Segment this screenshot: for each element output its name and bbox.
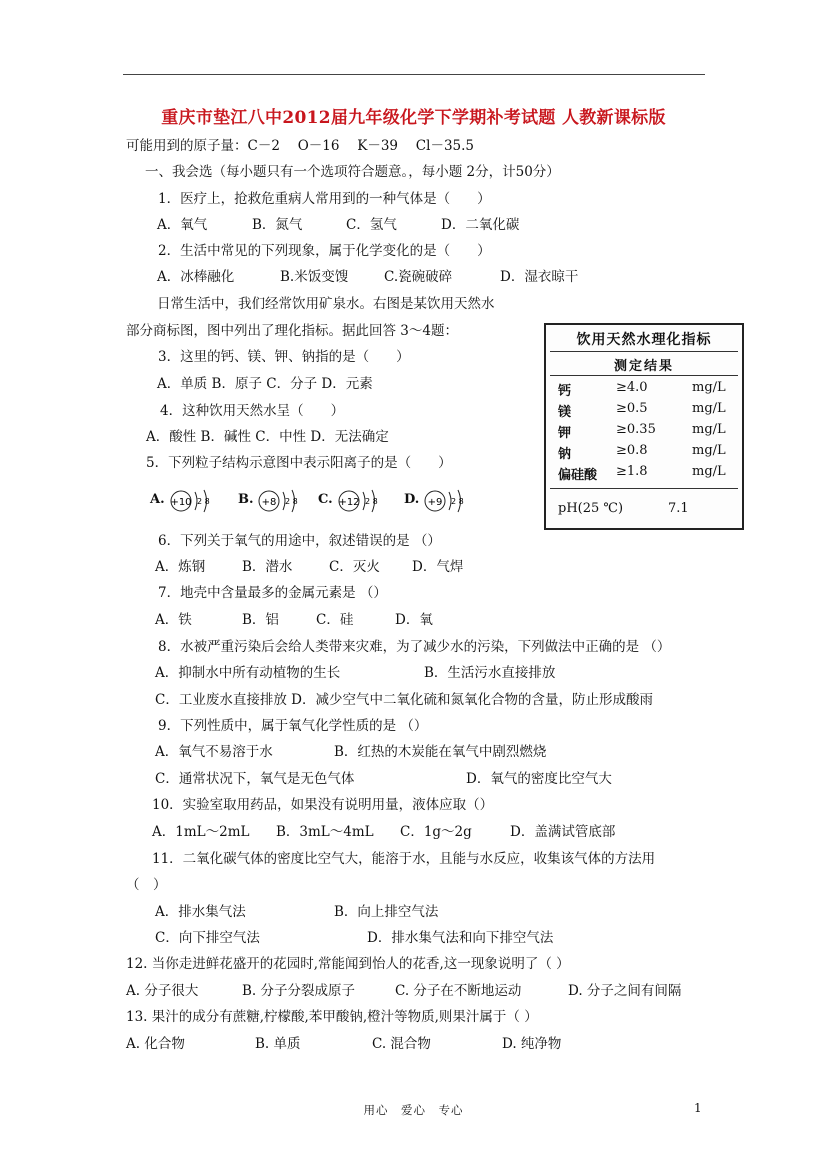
q11-option-d: D．排水集气法和向下排空气法	[367, 930, 554, 946]
q13-option-c: C. 混合物	[372, 1036, 431, 1052]
q6-option-b: B．潜水	[242, 559, 293, 575]
q10-option-a: A．1mL～2mL	[152, 824, 250, 840]
q11-option-b: B．向上排空气法	[334, 904, 439, 920]
passage-line-2: 部分商标图，图中列出了理化指标。据此回答 3～4题：	[126, 323, 458, 339]
q8-option-a: A．抑制水中所有动植物的生长	[155, 665, 341, 681]
table-cell-name: 偏硅酸	[558, 468, 598, 483]
atom-label: A.	[150, 492, 165, 507]
atomic-masses: 可能用到的原子量：C－2 O－16 K－39 Cl－35.5	[126, 138, 475, 154]
q11-paren: （ ）	[126, 877, 167, 893]
q12-stem: 12. 当你走进鲜花盛开的花园时,常能闻到怡人的花香,这一现象说明了（ ）	[126, 956, 570, 972]
table-heading: 饮用天然水理化指标	[576, 332, 712, 348]
q9-stem: 9．下列性质中，属于氧气化学性质的是 （）	[158, 718, 428, 734]
q7-option-d: D．氧	[395, 612, 433, 628]
table-cell-unit: mg/L	[692, 401, 726, 416]
header-rule	[123, 74, 705, 75]
q1-option-b: B．氮气	[252, 217, 303, 233]
atom-label: D.	[404, 492, 420, 507]
q12-option-a: A. 分子很大	[126, 983, 199, 999]
q6-option-d: D．气焊	[412, 559, 464, 575]
table-cell-value: ≥0.35	[616, 422, 656, 437]
q5-stem: 5．下列粒子结构示意图中表示阳离子的是（ ）	[146, 455, 452, 471]
q7-stem: 7．地壳中含量最多的金属元素是 （）	[158, 585, 387, 601]
q11-stem: 11．二氧化碳气体的密度比空气大，能溶于水，且能与水反应，收集该气体的方法用	[152, 851, 656, 867]
q7-option-c: C．硅	[316, 612, 354, 628]
q13-option-a: A. 化合物	[126, 1036, 185, 1052]
nucleus-charge: +10	[170, 497, 192, 508]
q1-option-a: A．氧气	[157, 217, 208, 233]
q7-option-b: B．铝	[242, 612, 279, 628]
table-cell-unit: mg/L	[692, 422, 726, 437]
table-row	[558, 464, 738, 482]
table-cell-value: ≥0.5	[616, 401, 648, 416]
table-cell-unit: mg/L	[692, 443, 726, 458]
q4-options: A．酸性 B．碱性 C．中性 D．无法确定	[146, 429, 389, 445]
table-cell-value: ≥4.0	[616, 380, 648, 395]
q2-option-a: A．冰棒融化	[157, 269, 235, 285]
q7-option-a: A．铁	[155, 612, 192, 628]
table-cell-name: 钾	[558, 426, 572, 441]
q6-option-c: C．灭火	[329, 559, 380, 575]
table-divider	[550, 375, 738, 376]
q9-option-b: B．红热的木炭能在氧气中剧烈燃烧	[334, 744, 547, 760]
atom-shell-icon	[168, 488, 222, 514]
table-cell-name: 钙	[558, 384, 572, 399]
q6-option-a: A．炼钢	[155, 559, 206, 575]
table-subheading: 测定结果	[613, 359, 674, 374]
shell-electrons: 2 8	[285, 497, 298, 506]
table-row	[558, 401, 738, 419]
table-divider	[550, 488, 738, 489]
q9-option-c: C．通常状况下，氧气是无色气体	[155, 771, 355, 787]
q2-stem: 2．生活中常见的下列现象，属于化学变化的是（ ）	[158, 243, 491, 259]
table-divider	[550, 351, 738, 352]
q6-stem: 6．下列关于氧气的用途中，叙述错误的是 （）	[158, 533, 441, 549]
table-cell-name: 钠	[558, 447, 572, 462]
nucleus-charge: +8	[261, 497, 277, 508]
q3-stem: 3．这里的钙、镁、钾、钠指的是（ ）	[158, 349, 410, 365]
q3-options: A．单质 B．原子 C．分子 D．元素	[157, 376, 373, 392]
q10-option-b: B．3mL～4mL	[276, 824, 374, 840]
shell-electrons: 2 8	[197, 497, 210, 506]
q2-option-c: C.瓷碗破碎	[384, 269, 453, 285]
q13-stem: 13. 果汁的成分有蔗糖,柠檬酸,苯甲酸钠,橙汁等物质,则果汁属于（ ）	[126, 1009, 538, 1025]
q1-stem: 1．医疗上，抢救危重病人常用到的一种气体是（ ）	[158, 191, 491, 207]
q12-option-c: C. 分子在不断地运动	[395, 983, 522, 999]
table-cell-value: ≥0.8	[616, 443, 648, 458]
table-ph-value: 7.1	[668, 501, 689, 516]
q12-option-b: B. 分子分裂成原子	[242, 983, 356, 999]
q8-options-cd: C．工业废水直接排放 D．减少空气中二氧化硫和氮氧化合物的含量，防止形成酸雨	[155, 692, 653, 708]
nucleus-charge: +9	[427, 497, 443, 508]
table-row	[558, 380, 738, 398]
shell-electrons: 2 8	[365, 497, 378, 506]
table-row	[558, 443, 738, 461]
table-cell-value: ≥1.8	[616, 464, 648, 479]
q9-option-a: A．氧气不易溶于水	[155, 744, 273, 760]
q8-option-b: B．生活污水直接排放	[424, 665, 556, 681]
q4-stem: 4．这种饮用天然水呈（ ）	[160, 403, 345, 419]
page-number: 1	[694, 1101, 702, 1115]
q10-option-c: C．1g～2g	[400, 824, 472, 840]
section-heading: 一、我会选（每小题只有一个选项符合题意。，每小题 2分，计50分）	[145, 164, 560, 180]
passage-line-1: 日常生活中，我们经常饮用矿泉水。右图是某饮用天然水	[157, 296, 495, 312]
q12-option-d: D. 分子之间有间隔	[568, 983, 682, 999]
q10-option-d: D．盖满试管底部	[510, 824, 616, 840]
q13-option-d: D. 纯净物	[502, 1036, 562, 1052]
q11-option-a: A．排水集气法	[155, 904, 246, 920]
shell-electrons: 2 8	[451, 497, 464, 506]
table-cell-unit: mg/L	[692, 464, 726, 479]
q11-option-c: C．向下排空气法	[155, 930, 260, 946]
page-title: 重庆市垫江八中2012届九年级化学下学期补考试题 人教新课标版	[161, 108, 666, 128]
q8-stem: 8．水被严重污染后会给人类带来灾难，为了减少水的污染，下列做法中正确的是 （）	[158, 639, 671, 655]
atom-label: C.	[318, 492, 333, 507]
q2-option-b: B.米饭变馊	[280, 269, 349, 285]
water-label-table	[544, 323, 744, 530]
table-cell-name: 镁	[558, 405, 572, 420]
q13-option-b: B. 单质	[255, 1036, 301, 1052]
table-cell-unit: mg/L	[692, 380, 726, 395]
q1-option-d: D．二氧化碳	[441, 217, 520, 233]
page-footer: 用心 爱心 专心	[363, 1103, 464, 1117]
q9-option-d: D．氧气的密度比空气大	[466, 771, 612, 787]
nucleus-charge: +12	[338, 497, 360, 508]
q10-stem: 10．实验室取用药品，如果没有说明用量，液体应取（）	[152, 797, 494, 813]
atom-label: B.	[238, 492, 254, 507]
table-ph-label: pH(25 ℃)	[558, 501, 624, 516]
atom-shell-icon	[336, 488, 390, 514]
atom-shell-icon	[256, 488, 310, 514]
atom-structure-diagrams	[150, 488, 470, 514]
atom-shell-icon	[422, 488, 476, 514]
table-row	[558, 422, 738, 440]
q2-option-d: D．湿衣晾干	[500, 269, 579, 285]
q1-option-c: C．氢气	[346, 217, 397, 233]
